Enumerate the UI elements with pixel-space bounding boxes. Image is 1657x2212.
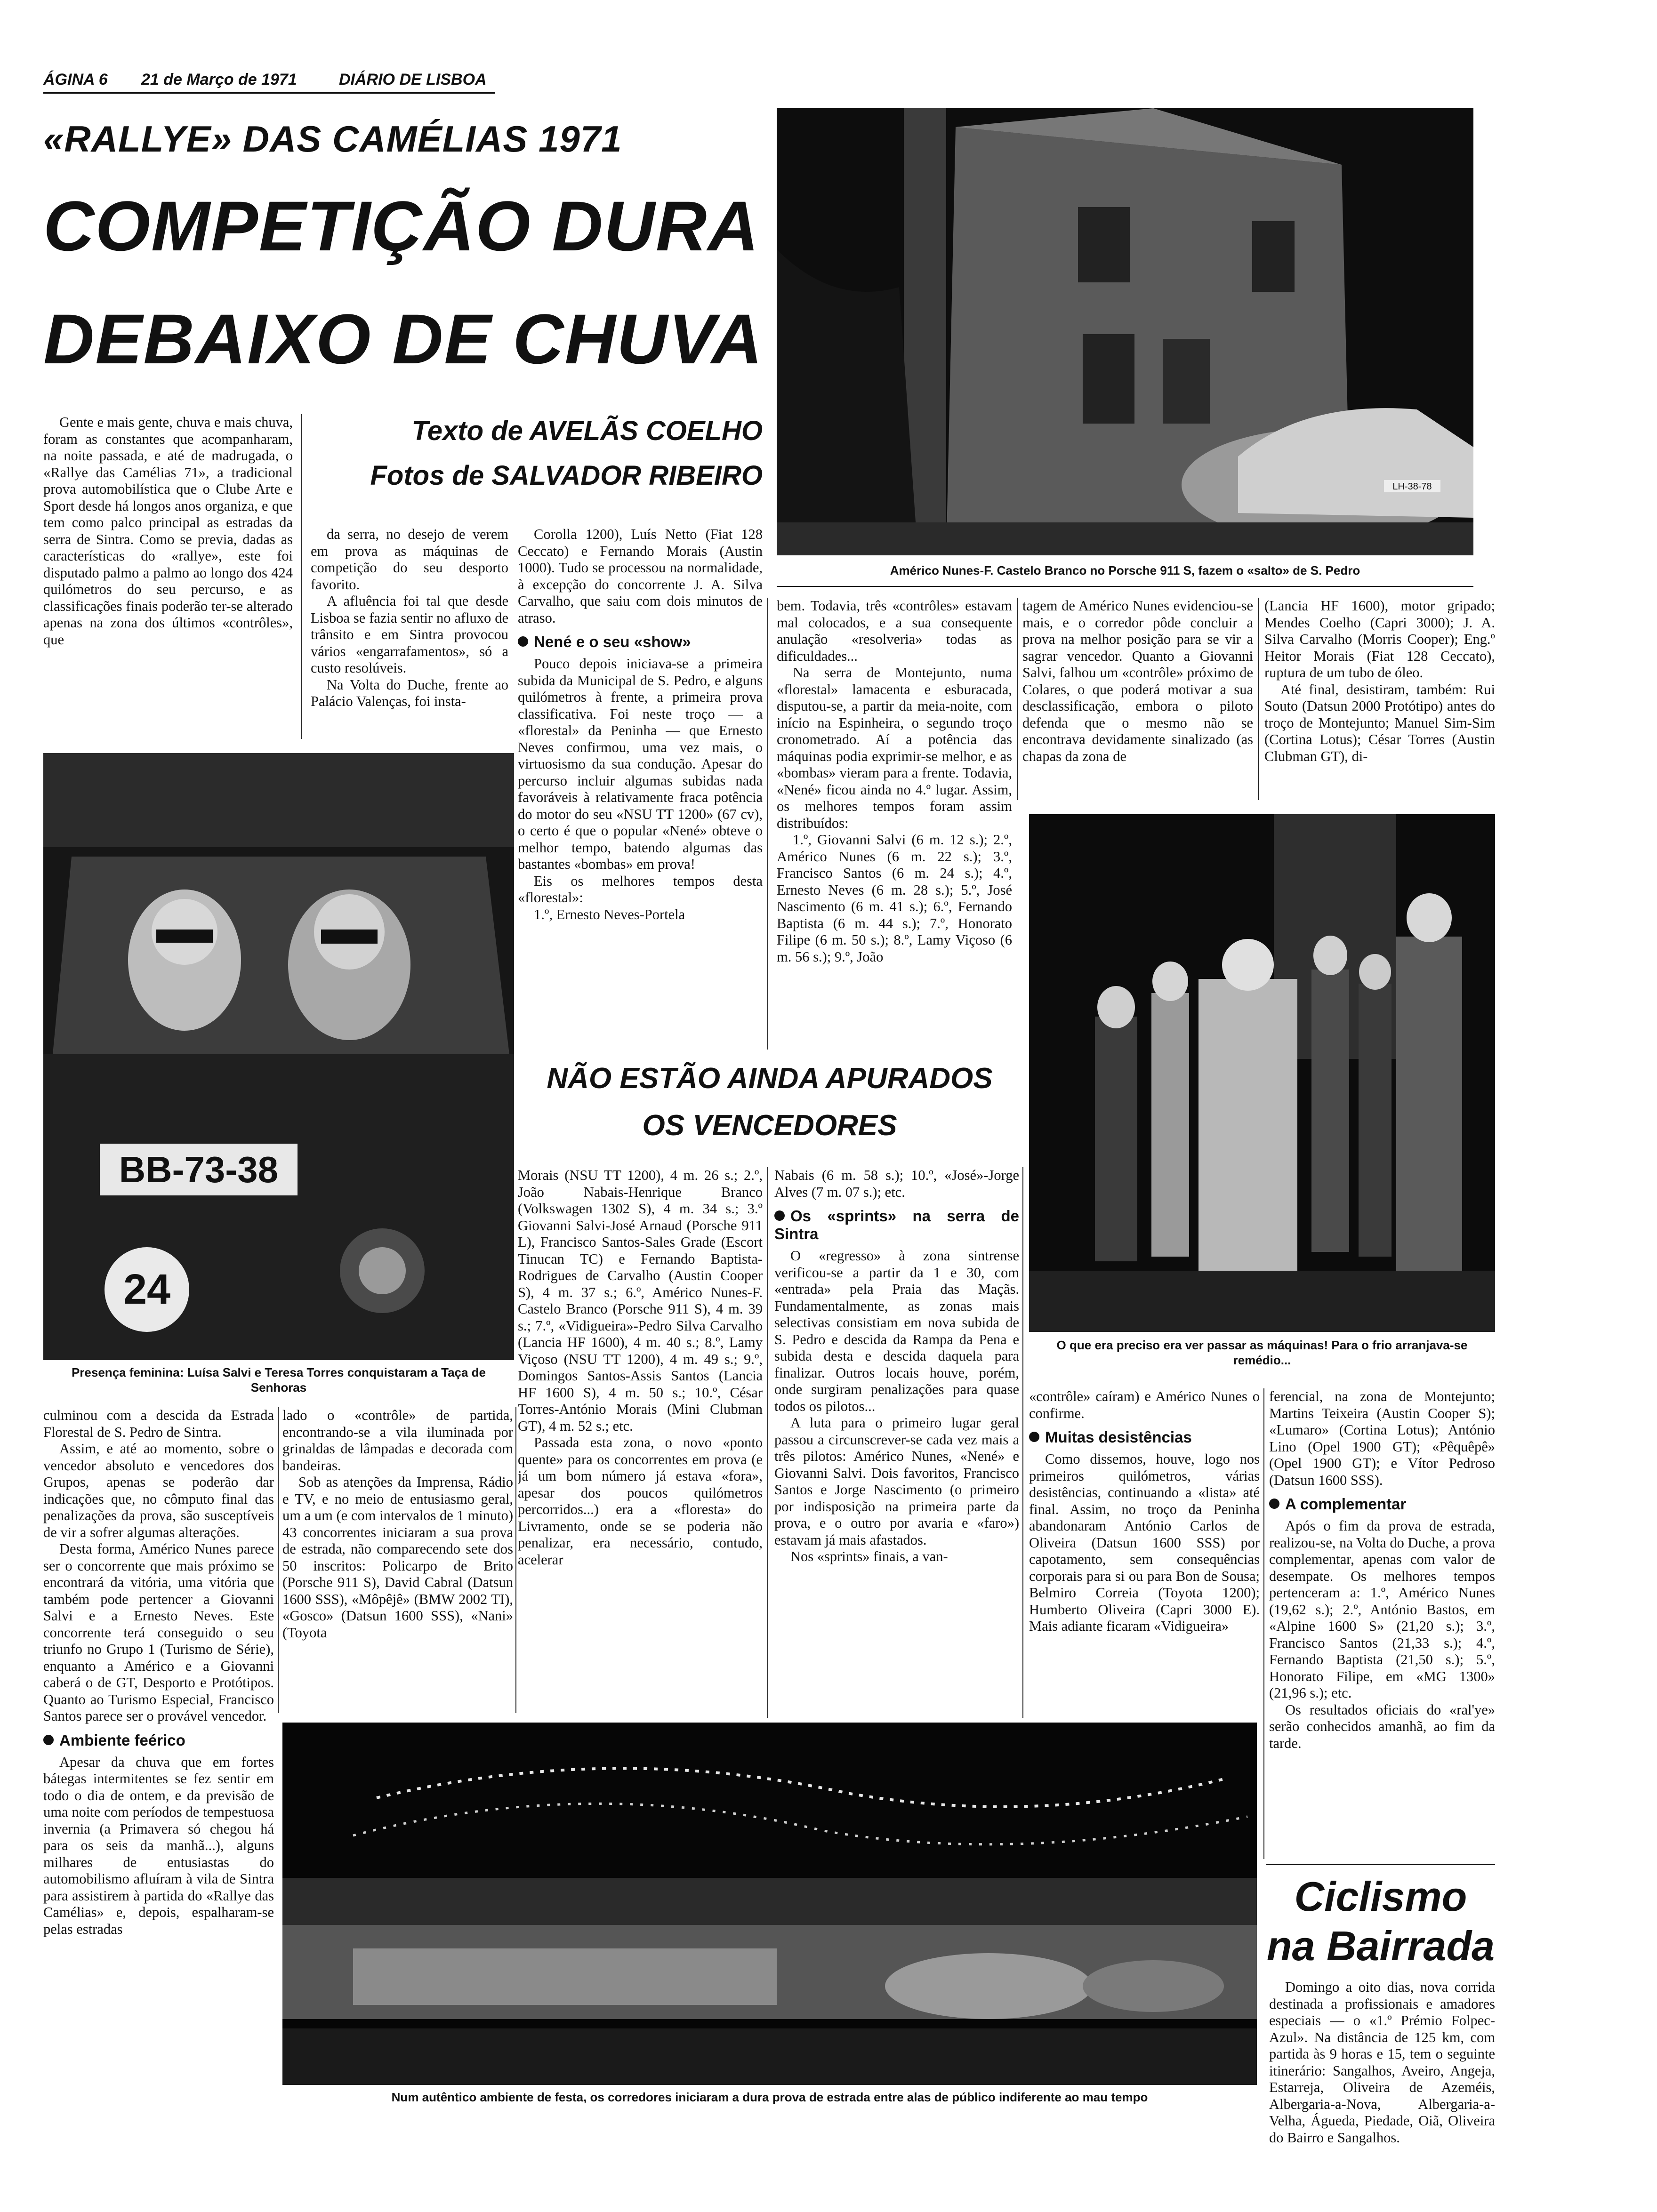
porsche-photo-image	[777, 108, 1473, 555]
bullet-icon	[1029, 1432, 1039, 1442]
paragraph: (Lancia HF 1600), motor gripado; Mendes Coelho (Capri 3000); J. A. Silva Carvalho (Morris Cooper); Eng.º Heitor Morais (Fiat 128 Ceccato), ruptura de um tubo de óleo.	[1264, 598, 1495, 681]
paragraph: Apesar da chuva que em fortes bátegas intermitentes se fez sentir em todo o dia de ontem, e da previsão de uma noite com períodos de tempestuosa invernia (a Primavera só chegou há para os seis da manhã...), alguns milhares de entusiastas do automobilismo afluíram à vila de Sintra para assistirem à partida do «Rallye das Camélias» e, depois, espalharam-se pelas estradas	[43, 1754, 274, 1937]
paragraph: ferencial, na zona de Montejunto; Martins Teixeira (Austin Cooper S); «Lumaro» (Cortina Lotus); António Lino (Opel 1900 GT); «Pêquêpê» (Opel 1900 GT); e Vítor Pedroso (Datsun 1600 SSS).	[1269, 1388, 1495, 1488]
caption-rule	[777, 586, 1473, 587]
subhead-label: Os «sprints» na serra de Sintra	[774, 1207, 1019, 1242]
headline-line-1: COMPETIÇÃO DURA	[43, 186, 760, 265]
masthead-rule	[43, 92, 495, 94]
women-car-plate: BB-73-38	[119, 1149, 279, 1190]
bullet-icon	[43, 1735, 54, 1745]
article-column-mid-2	[774, 1167, 1019, 1718]
paragraph: A luta para o primeiro lugar geral passou a circunscrever-se cada vez mais a três pilotos: Américo Nunes, «Nené» e Giovanni Salvi. Dois favoritos, Francisco Santos e Jorge Nascimento (o primeiro por indisposição na primeira parte da prova, e o outro por avaria e «faro») estavam já mais afastados.	[774, 1415, 1019, 1548]
article-column-6-low	[1269, 1388, 1495, 1859]
sidebar-rule	[1266, 1864, 1495, 1865]
column-rule	[1017, 598, 1018, 800]
paragraph: bem. Todavia, três «contrôles» estavam mal colocados, e a sua consequente anulação «resolveria» todas as dificuldades...	[777, 598, 1012, 664]
paragraph: O «regresso» à zona sintrense verificou-se a partir da 1 e 30, com «entrada» pela Praia das Maçãs. Fundamentalmente, as zonas mais selectivas consistiam em nova subida de S. Pedro e descida da Rampa da Pena e subida desta e descida daquela para finalizar. Outros locais houve, porém, onde surgiram penalizações para quase todos os pilotos...	[774, 1248, 1019, 1414]
subhead-nene	[518, 633, 763, 651]
page-number: ÁGINA 6	[43, 71, 108, 88]
section-title-line-2: OS VENCEDORES	[642, 1109, 897, 1142]
caption-crowd: O que era preciso era ver passar as máquinas! Para o frio arranjava-se remédio...	[1056, 1338, 1468, 1367]
bullet-icon	[774, 1210, 785, 1221]
byline-text: Texto de AVELÃS COELHO	[411, 416, 763, 446]
subhead-label: Muitas desistências	[1045, 1428, 1192, 1446]
newspaper-name: DIÁRIO DE LISBOA	[339, 71, 487, 88]
headline-line-2: DEBAIXO DE CHUVA	[43, 299, 764, 378]
article-column-5	[1022, 598, 1253, 800]
column-rule	[301, 414, 302, 739]
women-car-photo-image	[43, 753, 514, 1360]
paragraph: Nabais (6 m. 58 s.); 10.º, «José»-Jorge Alves (7 m. 07 s.); etc.	[774, 1167, 1019, 1200]
paragraph: «contrôle» caíram) e Américo Nunes o confirme.	[1029, 1388, 1260, 1421]
article-column-left-low-2	[282, 1407, 513, 1713]
paragraph: Nos «sprints» finais, a van-	[790, 1548, 948, 1564]
paragraph: Desta forma, Américo Nunes parece ser o concorrente que mais próximo se encontrará da vitória, uma vitória que também pode pertencer a Giovanni Salvi e a Ernesto Neves. Este concorrente terá conseguido o seu triunfo no Grupo 1 (Turismo de Série), enquanto a Américo e a Giovanni caberá o de GT, Desporto e Protótipos. Quanto ao Turismo Especial, Francisco Santos parece ser o provável vencedor.	[43, 1541, 274, 1724]
article-column-5-low	[1029, 1388, 1260, 1718]
bullet-icon	[518, 636, 528, 647]
paragraph: Até final, desistiram, também: Rui Souto (Datsun 2000 Protótipo) antes do troço de Montejunto; Manuel Sim-Sim (Cortina Lotus); César Torres (Austin Clubman GT), di-	[1264, 681, 1495, 764]
subhead-ambiente	[43, 1731, 274, 1749]
photo-women-car	[43, 753, 514, 1360]
subhead-desistencias	[1029, 1428, 1260, 1446]
subhead-label: A complementar	[1285, 1495, 1407, 1513]
subhead-label: Nené e o seu «show»	[534, 633, 691, 650]
article-kicker: «RALLYE» DAS CAMÉLIAS 1971	[43, 118, 622, 160]
column-rule	[515, 1407, 516, 1713]
byline-photos: Fotos de SALVADOR RIBEIRO	[370, 460, 763, 491]
section-title-line-1: NÃO ESTÃO AINDA APURADOS	[547, 1062, 993, 1095]
article-column-4	[777, 598, 1012, 1050]
paragraph: Como dissemos, houve, logo nos primeiros quilómetros, várias desistências, continuando a «lista» até final. Assim, no troço da Peninha abandonaram António Carlos de Oliveira (Datsun 1600 SSS) por capotamento, sem consequências corporais para si ou para Bon de Sousa; Belmiro Correia (Toyota 1200); Humberto Oliveira (Capri 3000 E). Mais adiante ficaram «Vidigueira»	[1029, 1451, 1260, 1634]
paragraph: Passada esta zona, o novo «ponto quente» para os concorrentes em prova (e já um bom número já estava «fora», apesar dos poucos quilómetros percorridos...) era a «floresta» do Livramento, onde se se poderia não penalizar, era necessário, contudo, acelerar	[518, 1435, 763, 1568]
photo-porsche-jump	[777, 108, 1473, 555]
paragraph: Gente e mais gente, chuva e mais chuva, foram as constantes que acompanharam, na noite passada, e até de madrugada, o «Rallye das Camélias 71», a tradicional prova automobilística que o Clube Arte e Sport desde há longos anos organiza, e que tem como palco principal as estradas da serra de Sintra. Como se previa, dadas as características do «rallye», este foi disputado palmo a palmo ao longo dos 424 quilómetros do seu percurso, e as classificações finais poderão ter-se alterado apenas na zona dos últimos «contrôles», que	[43, 414, 293, 648]
paragraph: Na Volta do Duche, frente ao Palácio Valenças, foi insta-	[311, 676, 508, 709]
sidebar-title-line-2: na Bairrada	[1266, 1923, 1495, 1969]
caption-night-start: Num autêntico ambiente de festa, os corredores iniciaram a dura prova de estrada entre alas de público indiferente ao mau tempo	[391, 2090, 1148, 2104]
column-rule	[1022, 1167, 1023, 1718]
caption-women: Presença feminina: Luísa Salvi e Teresa Torres conquistaram a Taça de Senhoras	[71, 1365, 486, 1395]
paragraph: Assim, e até ao momento, sobre o vencedor absoluto e vencedores dos Grupos, apenas se poderão dar indicações que, no cômputo final das penalizações da prova, são susceptíveis de vir a sofrer algumas alterações.	[43, 1441, 274, 1540]
bullet-icon	[1269, 1499, 1279, 1509]
paragraph: Os resultados oficiais do «ral'ye» serão conhecidos amanhã, ao fim da tarde.	[1269, 1701, 1495, 1751]
subhead-label: Ambiente feérico	[59, 1731, 185, 1749]
issue-date: 21 de Março de 1971	[141, 71, 297, 88]
caption-porsche: Américo Nunes-F. Castelo Branco no Porsche 911 S, fazem o «salto» de S. Pedro	[890, 563, 1360, 577]
paragraph: 1.º, Giovanni Salvi (6 m. 12 s.); 2.º, Américo Nunes (6 m. 22 s.); 3.º, Francisco Santos (6 m. 24 s.); 4.º, Ernesto Neves (6 m. 28 s.); 5.º, José Nascimento (6 m. 41 s.); 6.º, Fernando Baptista (6 m. 44 s.); 7.º, Honorato Filipe (6 m. 50 s.); 8.º, Lamy Viçoso (6 m. 56 s.); 9.º, João	[777, 832, 1012, 965]
column-rule	[767, 598, 768, 1050]
article-column-6	[1264, 598, 1495, 800]
paragraph: Corolla 1200), Luís Netto (Fiat 128 Ceccato) e Fernando Morais (Austin 1000). Tudo se processou na normalidade, à excepção do concorrente J. A. Silva Carvalho, que saiu com dois minutos de atraso.	[518, 526, 763, 626]
paragraph: culminou com a descida da Estrada Florestal de S. Pedro de Sintra.	[43, 1407, 274, 1440]
subhead-complementar	[1269, 1495, 1495, 1513]
article-column-mid-1	[518, 1167, 763, 1718]
paragraph: 1.º, Ernesto Neves-Portela	[534, 906, 685, 922]
article-column-1	[43, 414, 293, 739]
paragraph: Sob as atenções da Imprensa, Rádio e TV, e no meio de entusiasmo geral, um a um (e com intervalos de 1 minuto) 43 concorrentes iniciaram a sua prova de estrada, não comparecendo sete dos 50 inscritos: Policarpo de Brito (Porsche 911 S), David Cabral (Datsun 1600 SSS), «Môpêjê» (BMW 2002 TI), «Gosco» (Datsun 1600 SSS), «Nani» (Toyota	[282, 1474, 513, 1641]
photo-night-start	[282, 1723, 1257, 2085]
paragraph: A afluência foi tal que desde Lisboa se fazia sentir no afluxo de trânsito e em Sintra provocou vários «engarrafamentos», só a custo resolúveis.	[311, 593, 508, 676]
sidebar-body	[1269, 1979, 1495, 2158]
women-car-number: 24	[123, 1266, 171, 1313]
paragraph: da serra, no desejo de verem em prova as máquinas de competição do seu desporto favorito.	[311, 526, 508, 593]
crowd-photo-image	[1029, 814, 1495, 1332]
porsche-plate: LH-38-78	[1392, 481, 1432, 492]
article-column-left-low	[43, 1407, 274, 2151]
column-rule	[1263, 1388, 1264, 1859]
paragraph: Pouco depois iniciava-se a primeira subida da Municipal de S. Pedro, e alguns quilómetros à frente, a primeira prova classificativa. Foi neste troço — a «florestal» da Peninha — que Ernesto Neves confirmou, uma vez mais, o virtuosismo da sua condução. Apesar do percurso incluir algumas subidas nada favoráveis à relativamente fraca potência do motor do seu «NSU TT 1200» (67 cv), o certo é que o popular «Nené» obteve o melhor tempo, batendo algumas das bastantes «bombas» em prova!	[518, 656, 763, 872]
column-rule	[767, 1167, 768, 1718]
article-column-3	[518, 526, 763, 1050]
paragraph: Domingo a oito dias, nova corrida destinada a profissionais e amadores especiais — o «1.º Prémio Folpec-Azul». Na distância de 125 km, com partida às 9 horas e 15, tem o seguinte itinerário: Sangalhos, Aveiro, Angeja, Estarreja, Oliveira de Azeméis, Albergaria-a-Nova, Albergaria-a-Velha, Águeda, Piedade, Oiã, Oliveira do Bairro e Sangalhos.	[1269, 1979, 1495, 2146]
paragraph: Morais (NSU TT 1200), 4 m. 26 s.; 2.º, João Nabais-Henrique Branco (Volkswagen 1302 S), 4 m. 34 s.; 3.º Giovanni Salvi-José Arnaud (Porsche 911 L), Francisco Santos-Sales Grade (Escort Tinucan TC) e Fernando Baptista-Rodrigues de Carvalho (Austin Cooper S), 4 m. 37 s.; 6.º, Américo Nunes-F. Castelo Branco (Porsche 911 S), 4 m. 39 s.; 7.º, «Vidigueira»-Pedro Silva Carvalho (Lancia HF 1600), 4 m. 40 s.; 8.º, Lamy Viçoso (NSU TT 1200), 4 m. 49 s.; 9.º, Domingos Santos-Assis Santos (Lancia HF 1600 S), 4 m. 50 s.; 10.º, César Torres-António Morais (Mini Clubman GT), 4 m. 52 s.; etc.	[518, 1167, 763, 1434]
paragraph: lado o «contrôle» de partida, encontrando-se a vila iluminada por grinaldas de lâmpadas e decorada com bandeiras.	[282, 1407, 513, 1474]
article-column-2	[311, 526, 508, 739]
paragraph: Eis os melhores tempos desta «florestal»:	[518, 873, 763, 906]
paragraph: Após o fim da prova de estrada, realizou-se, na Volta do Duche, a prova complementar, apenas com valor de desempate. Os melhores tempos pertenceram a: 1.º, Américo Nunes (19,62 s.); 2.º, António Bastos, em «Alpine 1600 S» (21,20 s.); 3.º, Francisco Santos (21,33 s.); 4.º, Fernando Baptista (21,50 s.); 5.º, Honorato Filipe, em «MG 1300» (21,96 s.); etc.	[1269, 1518, 1495, 1701]
subhead-sprints	[774, 1207, 1019, 1243]
paragraph: Na serra de Montejunto, numa «florestal» lamacenta e esburacada, disputou-se, a partir da meia-noite, com início na Espinheira, o segundo troço cronometrado. Aí a potência das máquinas podia exprimir-se melhor, e as «bombas» vieram para a frente. Todavia, «Nené» ficou ainda no 4.º lugar. Assim, os melhores tempos foram assim distribuídos:	[777, 665, 1012, 831]
column-rule	[1258, 598, 1259, 800]
column-rule	[278, 1407, 279, 1713]
night-photo-image	[282, 1723, 1257, 2085]
paragraph: tagem de Américo Nunes evidenciou-se mais, e o corredor pôde concluir a prova na melhor posição para se vir a sagrar vencedor. Quanto a Giovanni Salvi, falhou um «contrôle» próximo de Colares, o que poderá motivar a sua desclassificação, embora o piloto defenda que o mesmo não se encontrava devidamente sinalizado (as chapas da zona de	[1022, 598, 1253, 764]
photo-crowd	[1029, 814, 1495, 1332]
sidebar-title-line-1: Ciclismo	[1294, 1873, 1467, 1920]
